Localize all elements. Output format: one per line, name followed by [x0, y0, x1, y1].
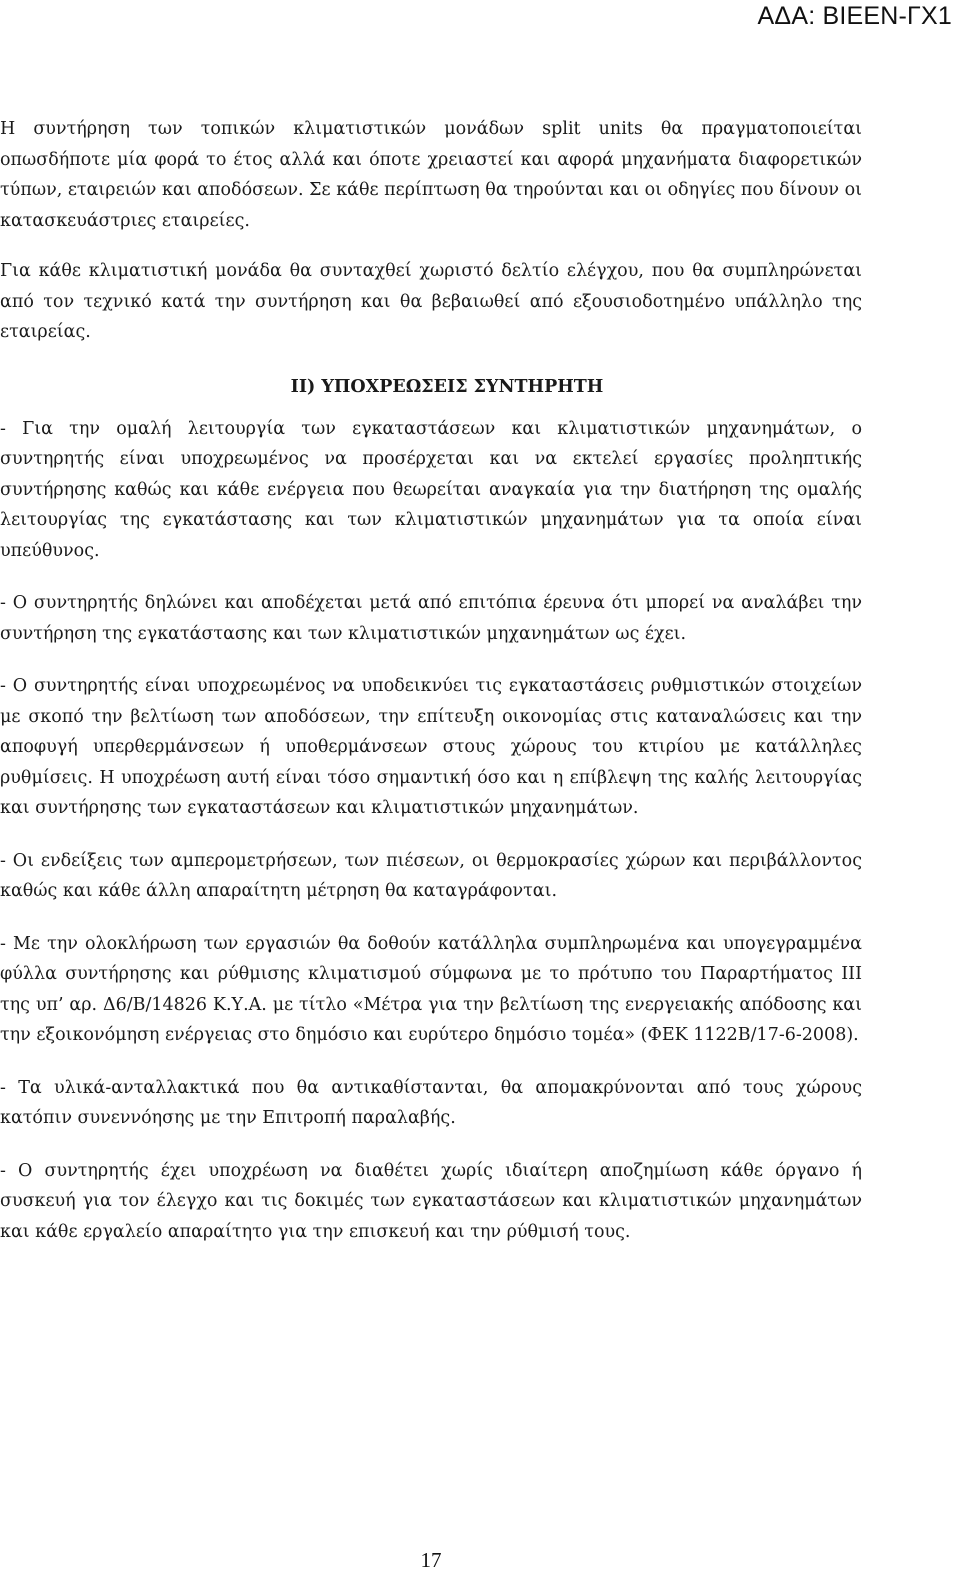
paragraph-obligation-regulation: - Ο συντηρητής είναι υποχρεωμένος να υποδεικνύει τις εγκαταστάσεις ρυθμιστικών στοιχείων με σκοπό την βελτίωση των αποδόσεων, την επίτευξη οικονομίας στις καταναλώσεις και την αποφυγή υπερθερμάνσεων ή υποθερμάνσεων στους χώρους του κτιρίου με κατάλληλες ρυθμίσεις. Η υποχρέωση αυτή είναι τόσο σημαντική όσο και η επίβλεψη της καλής λειτουργίας και συντήρησης των εγκαταστάσεων και κλιματιστικών μηχανημάτων.: [0, 676, 862, 818]
paragraph-obligation-maintenance-sheets: - Με την ολοκλήρωση των εργασιών θα δοθούν κατάλληλα συμπληρωμένα και υπογεγραμμένα φύλλα συντήρησης και ρύθμισης κλιματισμού σύμφωνα με το πρότυπο του Παραρτήματος ΙΙΙ της υπ’ αρ. Δ6/Β/14826 Κ.Υ.Α. με τίτλο «Μέτρα για την βελτίωση της ενεργειακής απόδοσης και την εξοικονόμηση ενέργειας στο δημόσιο και ευρύτερο δημόσιο τομέα» (ΦΕΚ 1122Β/17-6-2008).: [0, 933, 862, 1045]
paragraph-obligation-preventive: - Για την ομαλή λειτουργία των εγκαταστάσεων και κλιματιστικών μηχανημάτων, ο συντηρητής είναι υποχρεωμένος να προσέρχεται και να εκτελεί εργασίες προληπτικής συντήρησης καθώς και κάθε ενέργεια που θεωρείται αναγκαία για την διατήρηση της ομαλής λειτουργίας της εγκατάστασης και των κλιματιστικών μηχανημάτων για τα οποία είναι υπεύθυνος.: [0, 418, 862, 561]
paragraph-obligation-acceptance: - Ο συντηρητής δηλώνει και αποδέχεται μετά από επιτόπια έρευνα ότι μπορεί να αναλάβει την συντήρηση της εγκατάστασης και των κλιματιστικών μηχανημάτων ως έχει.: [0, 593, 862, 644]
section-heading-obligations: ΙΙ) ΥΠΟΧΡΕΩΣΕΙΣ ΣΥΝΤΗΡΗΤΗ: [290, 376, 604, 397]
document-body: [0, 114, 862, 1247]
paragraph-obligation-instruments: - Ο συντηρητής έχει υποχρέωση να διαθέτει χωρίς ιδιαίτερη αποζημίωση κάθε όργανο ή συσκευή για τον έλεγχο και τις δοκιμές των εγκαταστάσεων και κλιματιστικών μηχανημάτων και κάθε εργαλείο απαραίτητο για την επισκευή και την ρύθμισή τους.: [0, 1160, 862, 1242]
ada-code-header: ΑΔΑ: ΒΙΕΕΝ-ΓΧ1: [757, 2, 952, 30]
paragraph-obligation-spare-parts: - Τα υλικά-ανταλλακτικά που θα αντικαθίστανται, θα απομακρύνονται από τους χώρους κατόπιν συνεννόησης με την Επιτροπή παραλαβής.: [0, 1077, 862, 1128]
paragraph-inspection-sheet: Για κάθε κλιματιστική μονάδα θα συνταχθεί χωριστό δελτίο ελέγχου, που θα συμπληρώνεται από τον τεχνικό κατά την συντήρηση και θα βεβαιωθεί από εξουσιοδοτημένο υπάλληλο της εταιρείας.: [0, 261, 862, 342]
page-number: 17: [420, 1548, 442, 1572]
paragraph-maintenance-frequency: Η συντήρηση των τοπικών κλιματιστικών μονάδων split units θα πραγματοποιείται οπωσδήποτε μία φορά το έτος αλλά και όποτε χρειαστεί και αφορά μηχανήματα διαφορετικών τύπων, εταιρειών και αποδόσεων. Σε κάθε περίπτωση θα τηρούνται και οι οδηγίες που δίνουν οι κατασκευάστριες εταιρείες.: [0, 119, 862, 231]
paragraph-obligation-measurements: - Οι ενδείξεις των αμπερομετρήσεων, των πιέσεων, οι θερμοκρασίες χώρων και περιβάλλοντος καθώς και κάθε άλλη απαραίτητη μέτρηση θα καταγράφονται.: [0, 850, 862, 901]
